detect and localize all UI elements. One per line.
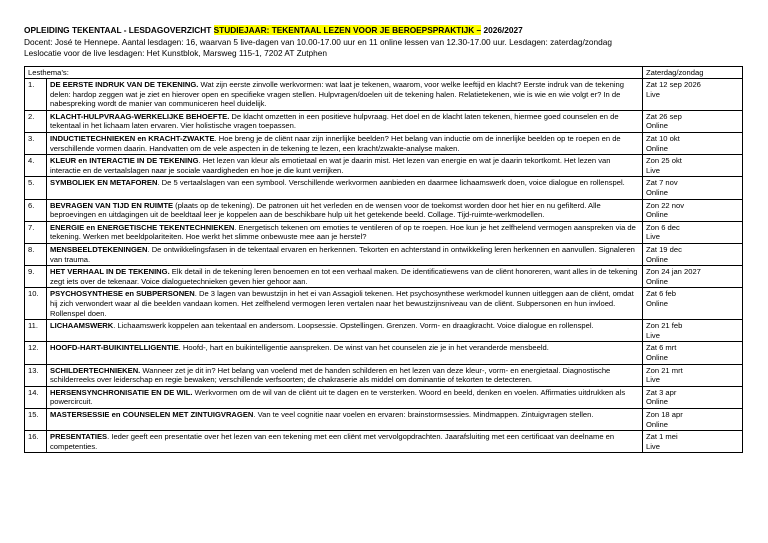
- lesson-topic: HERSENSYNCHRONISATIE EN DE WIL.: [50, 387, 193, 397]
- lesson-date-cell: [643, 155, 743, 177]
- lesson-topic: DE EERSTE INDRUK VAN DE TEKENING.: [50, 80, 199, 90]
- lesson-text: . De ontwikkelingsfasen in de tekentaal ervaren en herkennen. Tekorten en achterstand in ontwikkeling leren herkennen en aanvullen. Signaleren van trauma.: [50, 245, 635, 264]
- lesson-date-cell: [643, 320, 743, 342]
- lesson-text: Werkvormen om de wil van de cliënt uit te dagen en te versterken. Woord en beeld, denken en voelen. Affirmaties uitdrukken als powercircuit.: [50, 387, 626, 407]
- location-info: Leslocatie voor de live lesdagen: Het Kunstblok, Marsweg 115-1, 7202 AT Zutphen: [24, 48, 328, 58]
- lesson-text: . Hoe breng je de cliënt naar zijn innerlijke beelden? Het belang van inductie om de innerlijke beelden op te roepen en de verschillende vormen daarin. Handvatten om de vele aspecten in de tekening te lezen, een kracht/zwakte-analyse maken.: [50, 134, 621, 153]
- lesson-date: Zon 18 apr: [646, 409, 683, 419]
- lesson-date-cell: [643, 244, 743, 266]
- lesson-mode: Live: [646, 232, 660, 242]
- lesson-number: 16.: [25, 431, 47, 453]
- lesson-date-cell: [643, 342, 743, 364]
- lesson-mode: Live: [646, 165, 660, 175]
- lesson-number: 12.: [25, 342, 47, 364]
- lesson-text: Elk detail in de tekening leren benoemen en tot een verhaal maken. De identificatiewens van de cliënt honoreren, want alles in de tekening zegt iets over de tekenaar. Voice dialoguetechnieken geven hier gehoor aan.: [50, 267, 638, 286]
- lesson-date: Zon 22 nov: [646, 200, 684, 210]
- table-row: [25, 288, 743, 320]
- lesson-number: 2.: [25, 110, 47, 132]
- lesson-mode: Online: [646, 298, 668, 308]
- lesson-date-cell: [643, 431, 743, 453]
- lesson-text: De klacht omzetten in een positieve hulpvraag. Het doel en de klacht laten tekenen, hiermee goed counselen en de tekentaal in het lichaam laten ervaren. Vier holistische vragen toepassen.: [50, 111, 619, 131]
- lesson-description: [47, 177, 643, 199]
- lesson-description: [47, 288, 643, 320]
- lesson-number: 13.: [25, 364, 47, 386]
- lesson-number: 1.: [25, 79, 47, 111]
- lesson-date-cell: [643, 133, 743, 155]
- table-row: [25, 431, 743, 453]
- lesson-mode: Online: [646, 143, 668, 153]
- lesson-date-cell: [643, 288, 743, 320]
- lesson-date: Zat 1 mei: [646, 432, 678, 442]
- lesson-date-cell: [643, 266, 743, 288]
- lesson-date-cell: [643, 364, 743, 386]
- lesson-description: [47, 408, 643, 430]
- lesson-number: 5.: [25, 177, 47, 199]
- lesson-mode: Live: [646, 89, 660, 99]
- lesson-topic: KLACHT-HULPVRAAG-WERKELIJKE BEHOEFTE.: [50, 111, 230, 121]
- table-row: [25, 177, 743, 199]
- lesson-date-cell: [643, 386, 743, 408]
- lesson-text: Wanneer zet je dit in? Het belang van voelend met de handen schilderen en het lezen van deze kleur-, vorm- en energietaal. Diagnostische schilderreeks over leiderschap en regie bewaken; verschillende verfsoorten; de chakraserie als middel om dominantie of tekorten te detecteren.: [50, 365, 611, 385]
- lesson-number: 10.: [25, 288, 47, 320]
- lesson-text: . De 3 lagen van bewustzijn in het ei van Assagioli tekenen. Het psychosynthese werkmodel kunnen uitleggen aan de cliënt, omdat hij zich verwondert waar al die beelden vandaan komen. Het zelfhelend vermogen leren vertalen naar het bewustzijnsniveau van de cliënt. Subpersonen en hun invloed. Rollenspel doen.: [50, 289, 634, 318]
- lesson-date: Zat 6 feb: [646, 289, 676, 299]
- lesson-topic: SCHILDERTECHNIEKEN.: [50, 365, 141, 375]
- lesson-mode: Online: [646, 419, 668, 429]
- table-row: [25, 244, 743, 266]
- lesson-topic: MASTERSESSIE en COUNSELEN MET ZINTUIGVRAGEN: [50, 409, 254, 419]
- lesson-topic: HOOFD-HART-BUIKINTELLIGENTIE: [50, 343, 179, 353]
- document-title: [24, 25, 741, 37]
- table-row: [25, 79, 743, 111]
- lesson-topic: ENERGIE en ENERGETISCHE TEKENTECHNIEKEN: [50, 222, 235, 232]
- table-row: [25, 364, 743, 386]
- lesson-text: Wat zijn eerste zinvolle werkvormen: wat laat je tekenen, waarom, voor welke leeftijd en klacht? Eerste indruk van de tekening delen: hardop zeggen wat je ziet en hierover open en specifieke vragen stellen. Hulpvragen/doelen uit de tekening halen. Relatietekenen, wie is wie en wie volgt er? In de nabespreking wordt de manier van communiceren heel duidelijk.: [50, 80, 624, 109]
- lesson-mode: Online: [646, 210, 668, 220]
- lesson-date-cell: [643, 79, 743, 111]
- lesson-mode: Online: [646, 254, 668, 264]
- lesson-mode: Live: [646, 441, 660, 451]
- lesson-text: . Ieder geeft een presentatie over het lezen van een tekening met een cliënt met vervolgopdrachten. Jaarafsluiting met een certificaat van deelname en competenties.: [50, 432, 615, 451]
- lesson-topic: HET VERHAAL IN DE TEKENING.: [50, 267, 170, 277]
- table-row: [25, 342, 743, 364]
- lesson-text: . Lichaamswerk koppelen aan tekentaal en andersom. Loopsessie. Opstellingen. Grenzen. Vorm- en draagkracht. Voice dialogue en rollenspel.: [113, 321, 594, 331]
- table-row: [25, 155, 743, 177]
- lesson-text: (plaats op de tekening). De patronen uit het verleden en de wensen voor de toekomst worden door het hier en nu gefilterd. Alle beproevingen en uitdagingen uit de beeldtaal leer je koppelen aan de beschikbare hulp uit het getekende beeld. Collage. Tijd-ruimte-werkmodellen.: [50, 200, 601, 220]
- table-row: [25, 266, 743, 288]
- lesson-description: [47, 79, 643, 111]
- lesson-number: 11.: [25, 320, 47, 342]
- lesson-topic: INDUCTIETECHNIEKEN en KRACHT-ZWAKTE: [50, 134, 215, 144]
- lesson-topic: PRESENTATIES: [50, 432, 108, 442]
- title-year: 2026/2027: [483, 25, 523, 35]
- lesson-date-cell: [643, 199, 743, 221]
- lesson-mode: Online: [646, 188, 668, 198]
- table-row: [25, 320, 743, 342]
- lesson-text: . Van te veel cognitie naar voelen en ervaren: brainstormsessies. Mindmappen. Zintuigvragen stellen.: [253, 409, 594, 419]
- lesson-description: [47, 221, 643, 243]
- lesson-date: Zat 26 sep: [646, 111, 682, 121]
- lesson-description: [47, 320, 643, 342]
- lesson-number: 6.: [25, 199, 47, 221]
- lesson-topic: SYMBOLIEK EN METAFOREN: [50, 178, 158, 188]
- lesson-date: Zon 6 dec: [646, 222, 680, 232]
- lesson-date: Zon 25 okt: [646, 156, 682, 166]
- lesson-number: 4.: [25, 155, 47, 177]
- lesson-mode: Online: [646, 121, 668, 131]
- title-prefix: OPLEIDING TEKENTAAL - LESDAGOVERZICHT: [24, 25, 212, 35]
- lesson-mode: Live: [646, 375, 660, 385]
- table-row: [25, 386, 743, 408]
- lesson-date: Zat 3 apr: [646, 387, 677, 397]
- lesson-text: . Hoofd-, hart en buikintelligentie aanspreken. De winst van het counselen zie je in het veranderde mensbeeld.: [178, 343, 549, 353]
- lesson-description: [47, 155, 643, 177]
- lesson-date: Zat 12 sep 2026: [646, 80, 701, 90]
- lesson-topic: MENSBEELDTEKENINGEN: [50, 245, 148, 254]
- lesson-description: [47, 364, 643, 386]
- lesson-topic: KLEUR en INTERACTIE IN DE TEKENING: [50, 156, 199, 166]
- lesson-text: . Energetisch tekenen om emoties te ventileren of op te roepen. Hoe kun je het zelfhelend vermogen aanspreken via de tekening. Werken met beeldpolariteiten. Hoe werkt het slimme onbewuste mee aan je herstel?: [50, 222, 636, 242]
- lesson-description: [47, 266, 643, 288]
- table-row: [25, 408, 743, 430]
- lesson-date: Zat 6 mrt: [646, 343, 677, 353]
- lesson-date: Zat 10 okt: [646, 134, 680, 144]
- lesson-date: Zon 21 feb: [646, 321, 683, 331]
- lesson-date-cell: [643, 177, 743, 199]
- lesson-schedule-table: [24, 66, 743, 454]
- lesson-number: 3.: [25, 133, 47, 155]
- column-header-lessons: Lesthema’s:: [25, 66, 643, 79]
- lesson-number: 15.: [25, 408, 47, 430]
- lesson-date-cell: [643, 110, 743, 132]
- lesson-description: [47, 244, 643, 266]
- lesson-date: Zat 7 nov: [646, 178, 678, 188]
- lesson-topic: LICHAAMSWERK: [50, 321, 114, 331]
- lesson-description: [47, 133, 643, 155]
- table-row: [25, 110, 743, 132]
- lesson-description: [47, 199, 643, 221]
- lesson-number: 9.: [25, 266, 47, 288]
- lesson-text: . De 5 vertaalslagen van een symbool. Verschillende werkvormen aanbieden en daarmee lichaamswerk doen, voice dialogue en rollenspel.: [157, 178, 625, 188]
- lesson-date-cell: [643, 408, 743, 430]
- lesson-description: [47, 342, 643, 364]
- lesson-date: Zat 19 dec: [646, 245, 682, 254]
- lesson-mode: Online: [646, 397, 668, 407]
- table-header-row: [25, 66, 743, 79]
- table-row: [25, 199, 743, 221]
- column-header-date: Zaterdag/zondag: [643, 66, 743, 79]
- lesson-date: Zon 24 jan 2027: [646, 267, 701, 277]
- lesson-topic: BEVRAGEN VAN TIJD EN RUIMTE: [50, 200, 174, 210]
- lesson-description: [47, 431, 643, 453]
- docent-info: Docent: José te Hennepe. Aantal lesdagen: 16, waarvan 5 live-dagen van 10.00-17.00 uur en 11 online lessen van 12.30-17.00 uur. Lesdagen: zaterdag/zondag: [24, 36, 612, 47]
- lesson-number: 14.: [25, 386, 47, 408]
- lesson-mode: Live: [646, 330, 660, 340]
- lesson-topic: PSYCHOSYNTHESE en SUBPERSONEN: [50, 289, 195, 299]
- lesson-number: 8.: [25, 244, 47, 266]
- lesson-date: Zon 21 mrt: [646, 365, 683, 375]
- lesson-text: . Het lezen van kleur als emotietaal en wat je daarin mist. Het lezen van energie en wat je daarin tekortkomt. Het lezen van interactie en de vertaalslagen naar je sociale vaardigheden en hoe je die kunt verrijken.: [50, 156, 611, 175]
- lesson-description: [47, 386, 643, 408]
- table-row: [25, 133, 743, 155]
- lesson-description: [47, 110, 643, 132]
- table-row: [25, 221, 743, 243]
- lesson-mode: Online: [646, 276, 668, 286]
- lesson-number: 7.: [25, 221, 47, 243]
- lesson-mode: Online: [646, 352, 668, 362]
- lesson-date-cell: [643, 221, 743, 243]
- title-highlight: STUDIEJAAR: TEKENTAAL LEZEN VOOR JE BEROEPSPRAKTIJK –: [213, 25, 482, 35]
